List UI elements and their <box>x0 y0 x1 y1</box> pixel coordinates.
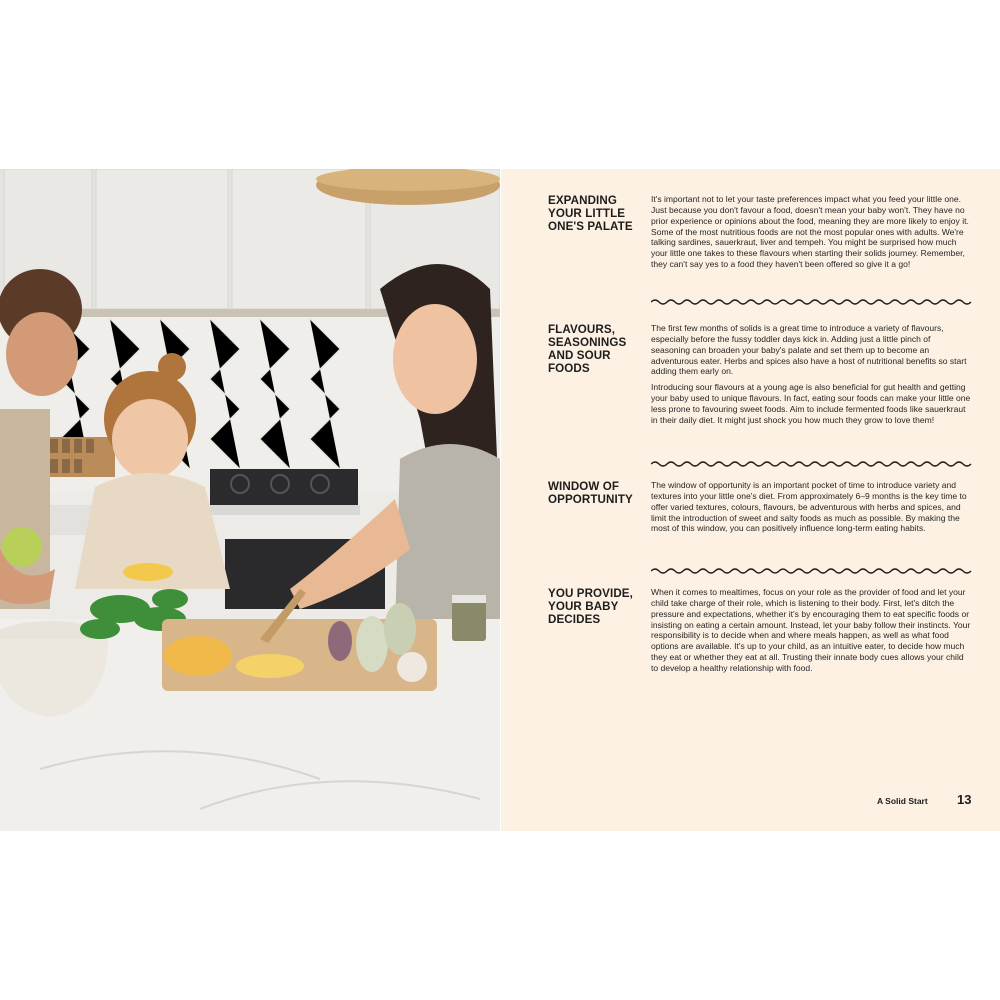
section-body <box>651 587 971 679</box>
paragraph: The window of opportunity is an important pocket of time to introduce variety and textures into your little one's diet. From approximately 6–9 months is the key time to offer varied textures, colours, flavours, be adventurous with herbs and spices, and limit the introduction of sweet and salty foods as much as possible. By making the most of this window, you can positively influence long-term eating habits. <box>651 480 967 534</box>
section-heading: FLAVOURS, SEASONINGS AND SOUR FOODS <box>548 323 627 375</box>
wave-divider <box>651 567 974 575</box>
paragraph: Introducing sour flavours at a young age is also beneficial for gut health and getting your baby used to unique flavours. In fact, eating sour foods can make your little one less prone to favouring sweet foods. Aim to include fermented foods like sauerkraut in their daily diet. It might just shock you how much they grow to love them! <box>651 382 971 425</box>
family-cooking-photo <box>0 169 500 831</box>
section-body <box>651 194 971 275</box>
text-page <box>501 169 1000 831</box>
section-body <box>651 323 971 431</box>
page-number: 13 <box>957 792 972 807</box>
running-footer-title: A Solid Start <box>877 796 928 806</box>
paragraph: It's important not to let your taste preferences impact what you feed your little one. Just because you don't favour a food, doesn't mean your baby won't. They have no prior experience or opinions about the food, meaning they are more likely to enjoy it. Some of the most nutritious foods are not the most popular ones with adults. We're talking sardines, sauerkraut, liver and tempeh. You might be surprised how much your little one takes to these flavours when starting their solids journey. Remember, they can't say yes to a food they haven't been offered so give it a go! <box>651 194 969 270</box>
section-heading: EXPANDING YOUR LITTLE ONE'S PALATE <box>548 194 633 233</box>
book-spread <box>0 169 1000 831</box>
section-heading: WINDOW OF OPPORTUNITY <box>548 480 633 506</box>
paragraph: When it comes to mealtimes, focus on your role as the provider of food and let your child take charge of their role, which is listening to their body. First, let's ditch the pressure and expectations, whether it's by encouraging them to eat specific foods or insisting on eating a certain amount. Instead, let your baby follow their instincts. Your responsibility is to decide when and where meals happen, as well as what food options are available. It's up to your child, as an intuitive eater, to decide how much they eat or whether they eat at all. Trusting their innate body cues allows your child to develop a healthy relationship with food. <box>651 587 971 673</box>
section-body <box>651 480 971 539</box>
wave-divider <box>651 460 974 468</box>
section-heading: YOU PROVIDE, YOUR BABY DECIDES <box>548 587 633 626</box>
paragraph: The first few months of solids is a great time to introduce a variety of flavours, especially before the fussy toddler days kick in. Adding just a little pinch of seasoning can broaden your baby's palate and set them up to become an adventurous eater. Herbs and spices also have a host of nutritional benefits so start adding them early on. <box>651 323 967 377</box>
wave-divider <box>651 298 974 306</box>
